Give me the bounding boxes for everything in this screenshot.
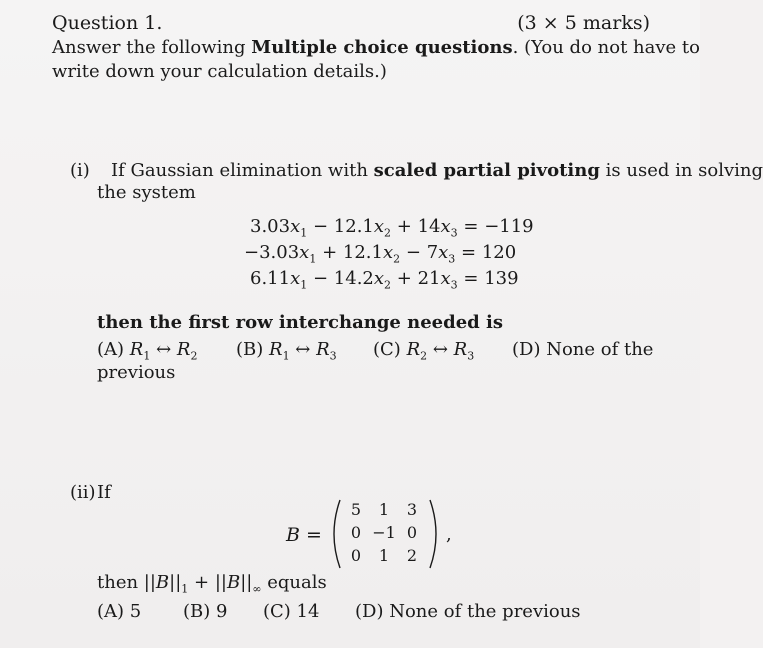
matrix-cell: 0 — [350, 523, 362, 542]
part-2-prompt: then $||B||_1 + ||B||_\infty$ equals — [97, 572, 327, 596]
part-2-option-a[interactable]: (A) 5 — [97, 601, 142, 622]
part-2-option-d[interactable]: (D) None of the previous — [355, 601, 581, 622]
matrix-name: B = — [286, 524, 322, 546]
part-1-option-d[interactable]: (D) None of the — [512, 339, 654, 360]
part-1-option-d-continued: previous — [97, 362, 176, 383]
matrix-b — [330, 498, 440, 568]
matrix-cell: 0 — [406, 523, 418, 542]
instructions-line-2: write down your calculation details.) — [52, 61, 387, 82]
equation-2: $-3.03x_1 + 12.1x_2 - 7x_3 = 120$ — [244, 242, 517, 266]
matrix-cell: 1 — [378, 500, 390, 519]
part-1-option-b[interactable]: (B) $R_1$ ↔ $R_3$ — [236, 339, 337, 363]
matrix-cell: 5 — [350, 500, 362, 519]
part-2-if: If — [97, 482, 111, 503]
equation-1: $3.03x_1 - 12.1x_2 + 14x_3 = -119$ — [250, 216, 534, 240]
matrix-cell: −1 — [372, 523, 396, 542]
part-2-option-c[interactable]: (C) 14 — [263, 601, 320, 622]
part-1-label: (i) — [70, 160, 90, 181]
part-2-label: (ii) — [70, 482, 96, 503]
part-1-text: If Gaussian elimination with scaled partial pivoting is used in solving — [111, 160, 763, 181]
part-1-prompt: then the first row interchange needed is — [97, 312, 503, 333]
part-1-option-c[interactable]: (C) $R_2$ ↔ $R_3$ — [373, 339, 475, 363]
part-2-option-b[interactable]: (B) 9 — [183, 601, 228, 622]
matrix-cell: 1 — [378, 546, 390, 565]
question-marks: (3 × 5 marks) — [517, 12, 650, 34]
question-title: Question 1. — [52, 12, 163, 34]
instructions-line-1: Answer the following Multiple choice questions. (You do not have to — [52, 37, 700, 58]
part-1-option-a[interactable]: (A) $R_1$ ↔ $R_2$ — [97, 339, 198, 363]
equation-3: $6.11x_1 - 14.2x_2 + 21x_3 = 139$ — [250, 268, 519, 292]
part-1-text-line-2: the system — [97, 182, 196, 203]
matrix-cell: 3 — [406, 500, 418, 519]
matrix-cell: 2 — [406, 546, 418, 565]
matrix-comma: , — [446, 524, 452, 545]
matrix-cell: 0 — [350, 546, 362, 565]
